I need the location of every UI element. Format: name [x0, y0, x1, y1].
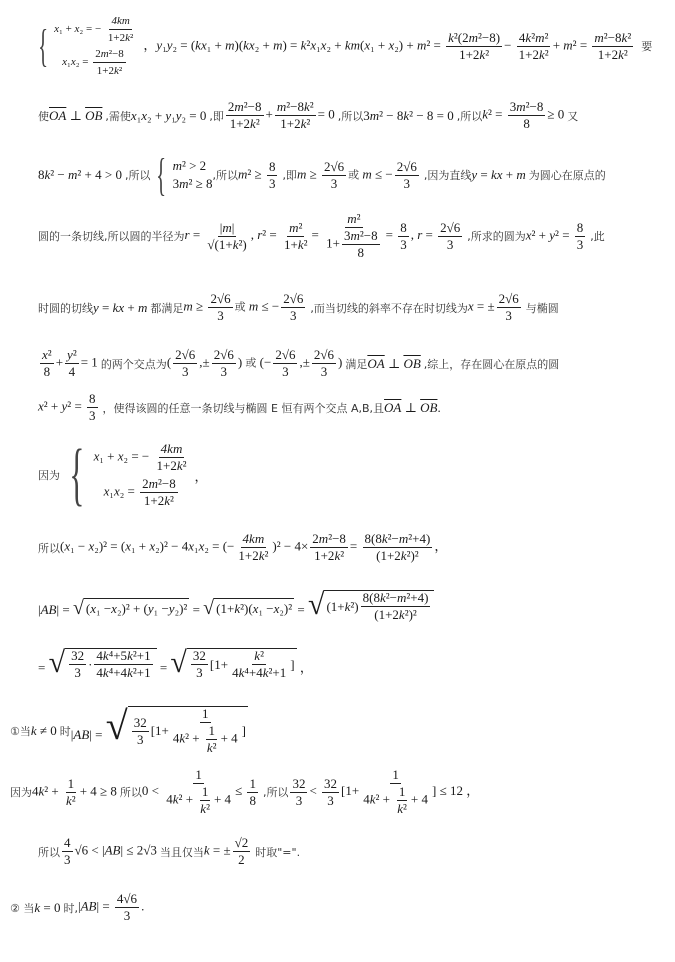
- ellipse-eq: $\frac{\text{x²}}{8}$ + $\frac{\text{y²}}{4}$ = 1: [42, 347, 98, 379]
- text-huo-3: 或: [245, 356, 257, 370]
- oa-perp-ob: $\overline{OA}$ ⊥ $\overline{OB}$: [49, 107, 103, 123]
- line-13: [10, 768, 482, 816]
- ab-length: |AB| = √ ( x ₁ − x ₂)² + ( y ₁ − y ₂)² = √ (1+ k ²)( x ₁ − x ₂)² = √ (1+ k ²) $\frac{\text{8(8k²−m²+4)}}{\text{(1+2k²)²}}$: [38, 590, 434, 622]
- text-liangge: 的两个交点为: [100, 357, 167, 371]
- text-suoyi-2: ,所以: [456, 109, 483, 123]
- vieta-system: { x₁ + x₂ = − $\frac{4km}{\text{1+2k²}}$ x₁x₂ = $\frac{\text{2m²−8}}{\text{1+2k²}}$: [69, 436, 187, 513]
- text-suoyi-7: ,所以: [262, 786, 289, 799]
- amgm-bound: 4k² + $\frac{1}{\text{k²}}$ + 4 ≥ 8: [32, 775, 117, 808]
- line-eq: y = kx + m: [471, 167, 526, 182]
- eq-sum: x₁ + x₂ = − $\frac{4km}{\text{1+2k²}}$: [54, 15, 134, 44]
- text-ji: ,即: [209, 109, 224, 123]
- ab-range: $\frac{4}{3}$ √6 < |AB| ≤ 2√3: [64, 835, 157, 867]
- text-suoyi: ,所以: [337, 109, 364, 123]
- text-suoyi-8: 所以: [38, 845, 60, 859]
- intersection-points: ( $\frac{2√6}{3}$ ,± $\frac{2√6}{3}$ ) 或 (− $\frac{2√6}{3}$ ,± $\frac{2√6}{3}$ ): [166, 347, 343, 379]
- text-conclusion: ，使得该圆的任意一条切线与椭圆 E 恒有两个交点 A,B,且: [102, 401, 385, 415]
- line-10: [38, 590, 437, 622]
- brace-glyph: {: [156, 149, 167, 200]
- text-huo-2: 或: [234, 300, 246, 314]
- text-tangent: 时圆的切线: [38, 301, 93, 315]
- circle-eq-final: x² + y² = $\frac{8}{3}$: [38, 391, 96, 423]
- line-8: [38, 436, 208, 513]
- k-nonzero: k ≠ 0: [30, 722, 57, 738]
- text-suoyi-4: ,所以: [212, 169, 238, 182]
- text-yao: 要: [641, 40, 653, 53]
- eq-product: x₁x₂ = $\frac{\text{2m²−8}}{\text{1+2k²}}$: [62, 48, 124, 77]
- sum-fractions: $\frac{\text{2m²−8}}{\text{1+2k²}}$ + $\frac{\text{m²−8k²}}{\text{1+2k²}}$ = 0: [227, 99, 335, 131]
- text-yinwei-line: ,因为直线: [423, 169, 472, 182]
- m-range: m ≥ $\frac{2√6}{3}$ 或 m ≤ − $\frac{2√6}{3}$: [296, 158, 417, 191]
- text-case1: ①当: [10, 724, 31, 738]
- text-suoyi-5: 所以: [38, 541, 60, 555]
- text-suoqiu: ,所求的圆为: [467, 230, 526, 243]
- k-equality: k = ± $\frac{√2}{2}$: [203, 835, 249, 867]
- text-qu: 时取"=".: [255, 845, 301, 859]
- text-xushi: ,需使: [105, 109, 131, 123]
- m2-bound: m² ≥ $\frac{8}{3}$: [238, 158, 276, 191]
- range-bound: $\frac{32}{3}$ < $\frac{32}{3}$ [1+ 1 4k² + $\frac{1}{\text{k²}}$ + 4 ] ≤ 12 ，: [292, 767, 480, 816]
- diff-squared: (x₁ − x₂)² = (x₁ + x₂)² − 4x₁x₂ = (− $\frac{4km}{\text{1+2k²}}$ )² − 4× $\frac{\text{2m²−8}}{\text{1+2k²}}$ = $\frac{\text{8(8k²−m²+4)}}{\text{(1+2k²)²}}$ ，: [60, 531, 448, 563]
- text-ci: ,此: [590, 230, 605, 243]
- vertical-tangent: x = ± $\frac{2√6}{3}$: [467, 291, 519, 323]
- line-5: [38, 292, 559, 323]
- brace-glyph: {: [38, 20, 49, 71]
- text-dangqie: 当且仅当: [159, 845, 204, 859]
- fraction-bound: 0 < 1 4k² + $\frac{1}{\text{k²}}$ + 4 ≤ $\frac{1}{8}$: [141, 767, 256, 816]
- text-suoyi-3: ,所以: [124, 169, 151, 182]
- tangent-eq: y = kx + m: [93, 299, 148, 315]
- text-erdang: ,而当切线的斜率不存在时切线为: [310, 301, 468, 315]
- line-4: [38, 212, 605, 260]
- k2-expression: k² = $\frac{\text{3m²−8}}{8}$ ≥ 0: [482, 99, 565, 131]
- text-yutuoyuan: 与椭圆: [525, 301, 559, 315]
- system-brace: [32, 14, 137, 78]
- line-11: [38, 648, 316, 680]
- line-3: [38, 149, 606, 200]
- oa-perp-ob-3: $\overline{OA}$ ⊥ $\overline{OB}$.: [384, 399, 441, 415]
- line-1: [32, 14, 652, 78]
- line-12: [10, 703, 251, 755]
- text-manzu: 满足: [345, 357, 368, 371]
- condition-eq: x₁x₂ + y₁y₂ = 0: [130, 107, 207, 123]
- line-6: [38, 348, 559, 379]
- text-zongshang: ,综上，存在圆心在原点的圆: [423, 357, 560, 371]
- text-case2: ② 当: [10, 901, 35, 915]
- text-yinwei-2: 因为: [10, 786, 32, 799]
- oa-perp-ob-2: $\overline{OA}$ ⊥ $\overline{OB}$: [367, 355, 421, 371]
- text-suoyi-6: 所以: [119, 786, 142, 799]
- text-shi: 时: [59, 724, 71, 738]
- ab-case1: |AB| = √ $\frac{32}{3}$ [1+ 1 4k² + $\frac{1}{\text{k²}}$ + 4 ]: [70, 703, 246, 755]
- text-ji-2: ,即: [282, 169, 297, 182]
- k-zero: k = 0: [34, 899, 61, 915]
- y1y2-expansion: ，y₁y₂ = (kx₁ + m)(kx₂ + m) = k²x₁x₂ + km(x₁ + x₂) + m² = $\frac{\text{k²(2m²−8)}}{\text{1+2k²}}$ − $\frac{\text{4k²m²}}{\text{1+2k²}}$ + m² = $\frac{\text{m²−8k²}}{\text{1+2k²}}$: [143, 29, 632, 62]
- comma: ，: [194, 468, 208, 484]
- text-you: 又: [567, 109, 579, 123]
- brace-glyph: {: [69, 436, 85, 513]
- text-radius-intro: 圆的一条切线,所以圆的半径为: [38, 230, 185, 243]
- radius-formula: r = $\frac{|m|}{\text{√(1+k²)}}$ , r² = $\frac{\text{m²}}{\text{1+k²}}$ = m² 1+ $\frac{\text{3m²−8}}{8}$ = $\frac{8}{3}$ , r = $\frac{2√6}{3}$: [184, 211, 461, 260]
- text-weiyuanxin: 为圆心在原点的: [528, 169, 606, 182]
- text-shi-comma: 时,: [63, 901, 78, 915]
- ab-case2: |AB| = $\frac{4√6}{3}$ .: [77, 891, 145, 923]
- line-14: [38, 836, 300, 867]
- line-2: [38, 100, 578, 131]
- text-shi: 使: [38, 109, 49, 123]
- text-huo: 或: [348, 167, 360, 181]
- discriminant: 8k² − m² + 4 > 0: [38, 167, 122, 182]
- text-doumanzu: 都满足: [150, 301, 184, 315]
- line-9: [38, 532, 450, 563]
- text-yinwei: 因为: [38, 469, 60, 482]
- ab-simplified: = √ $\frac{32}{3}$ · $\frac{\text{4k⁴+5k²+1}}{\text{4k⁴+4k²+1}}$ = √ $\frac{32}{3}$ [1+ $\frac{\text{k²}}{\text{4k⁴+4k²+1}}$ ] ，: [38, 646, 313, 680]
- line-15: [10, 892, 147, 923]
- line-7: [38, 392, 444, 423]
- circle-eq: x² + y² = $\frac{8}{3}$: [525, 219, 584, 252]
- eq-3m2: 3m² − 8k² − 8 = 0: [363, 107, 454, 123]
- m-range-2: m ≥ $\frac{2√6}{3}$ 或 m ≤ − $\frac{2√6}{3}$: [183, 291, 304, 323]
- m-system: { m² > 2 3m² ≥ 8: [156, 149, 213, 200]
